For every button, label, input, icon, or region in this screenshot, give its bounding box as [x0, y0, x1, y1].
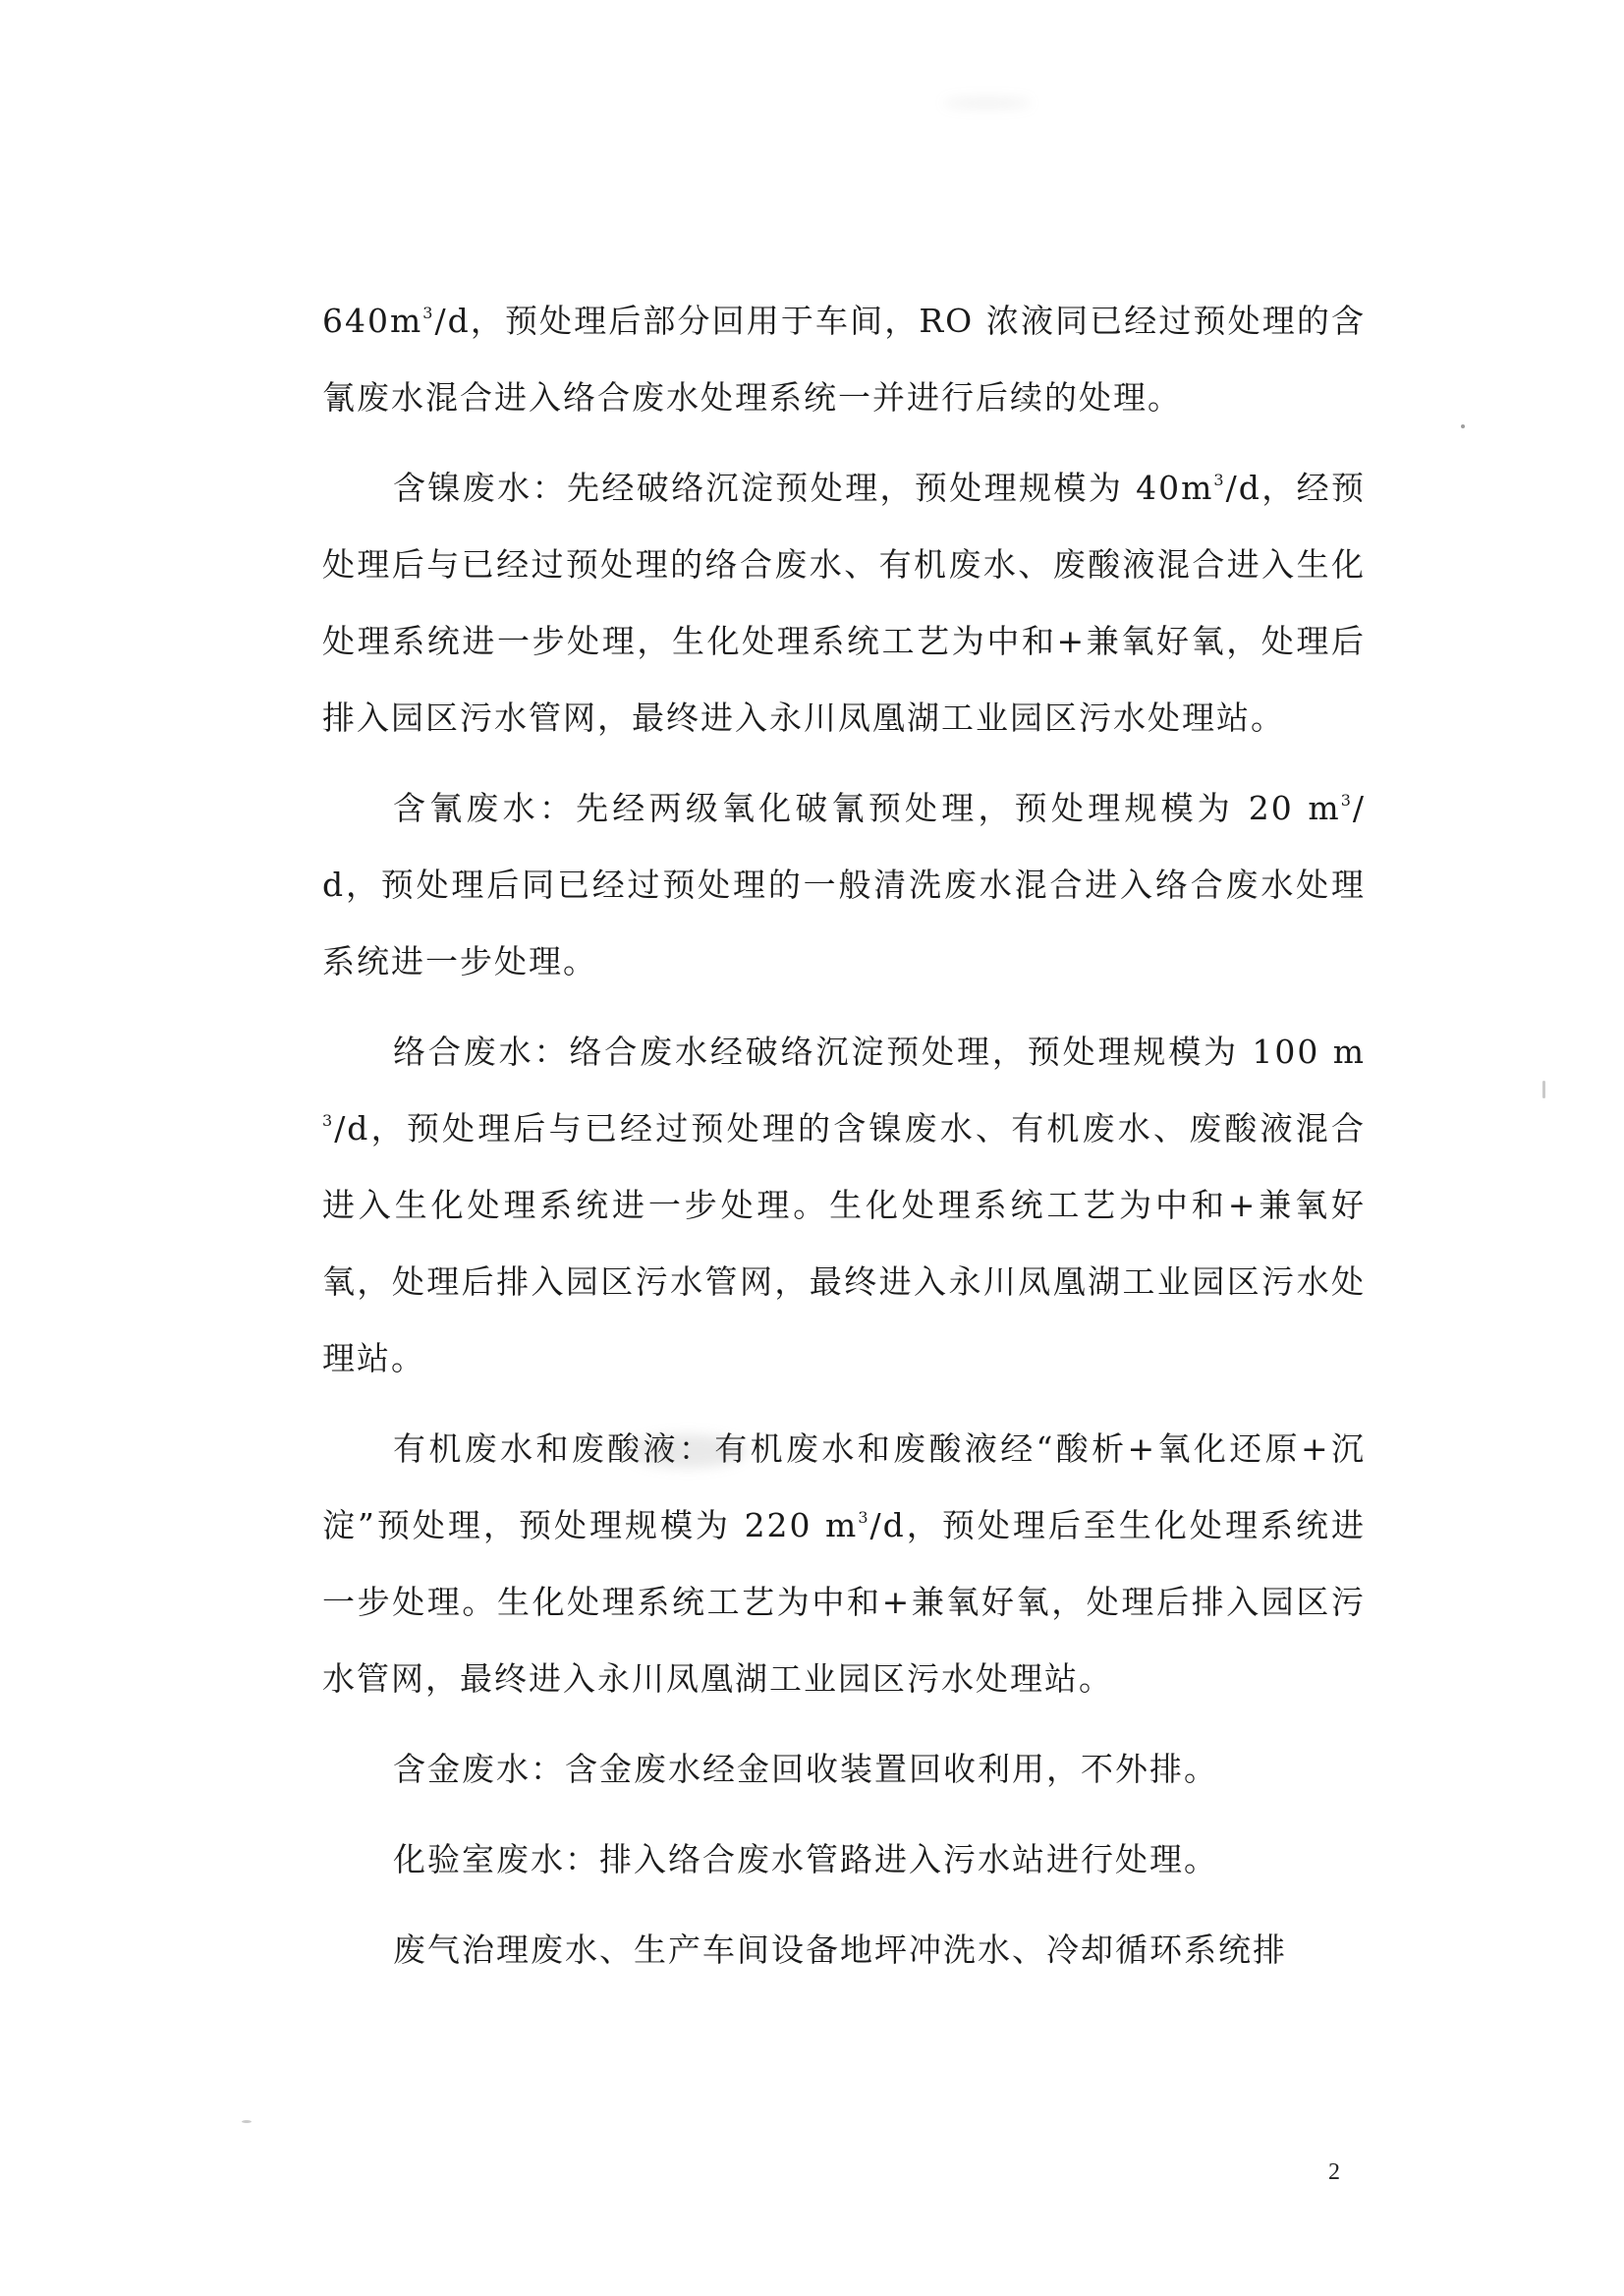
paragraph-text: /d，经预处理后与已经过预处理的络合废水、有机废水、废酸液混合进入生化处理系统进一步处理，生化处理系统工艺为中和+兼氧好氧，处理后排入园区污水管网，最终进入永川凤凰湖工业园区污水处理站。	[322, 469, 1366, 737]
paragraph-text: 有机废水和废酸液：有机废水和废酸液经“酸析+氧化还原+沉淀”预处理，预处理规模为 220 m	[322, 1429, 1366, 1544]
paragraph-cyanide-wastewater	[322, 770, 1366, 1000]
paragraph-text: /d，预处理后同已经过预处理的一般清洗废水混合进入络合废水处理系统进一步处理。	[322, 789, 1366, 980]
paragraph-gold-wastewater	[322, 1731, 1366, 1808]
paragraph-ro-concentrate	[322, 283, 1366, 436]
paragraph-text: /d，预处理后与已经过预处理的含镍废水、有机废水、废酸液混合进入生化处理系统进一步处理。生化处理系统工艺为中和+兼氧好氧，处理后排入园区污水管网，最终进入永川凤凰湖工业园区污水处理站。	[322, 1109, 1366, 1377]
paragraph-text: 含镍废水：先经破络沉淀预处理，预处理规模为 40m	[393, 469, 1214, 507]
paragraph-organic-acid-wastewater	[322, 1411, 1366, 1717]
paragraph-text: 640m	[322, 302, 423, 340]
unit-superscript: 3	[1340, 791, 1353, 810]
scan-speck	[242, 2120, 252, 2123]
paragraph-text: /d，预处理后部分回用于车间，RO 浓液同已经过预处理的含氰废水混合进入络合废水处理系统一并进行后续的处理。	[322, 302, 1366, 417]
paragraph-text: 含金废水：含金废水经金回收装置回收利用，不外排。	[393, 1750, 1218, 1788]
paragraph-text: /d，预处理后至生化处理系统进一步处理。生化处理系统工艺为中和+兼氧好氧，处理后排入园区污水管网，最终进入永川凤凰湖工业园区污水处理站。	[322, 1506, 1366, 1698]
unit-superscript: 3	[1213, 471, 1226, 489]
unit-superscript: 3	[322, 1111, 335, 1130]
paragraph-text: 络合废水：络合废水经破络沉淀预处理，预处理规模为 100 m	[393, 1033, 1366, 1071]
scan-speck	[1461, 424, 1465, 428]
page-number: 2	[1328, 2159, 1340, 2185]
paragraph-nickel-wastewater	[322, 450, 1366, 756]
scan-speck	[1542, 1081, 1545, 1098]
paragraph-text: 化验室废水：排入络合废水管路进入污水站进行处理。	[393, 1840, 1218, 1878]
unit-superscript: 3	[422, 304, 435, 322]
paragraph-text: 废气治理废水、生产车间设备地坪冲洗水、冷却循环系统排	[393, 1931, 1287, 1969]
paragraph-lab-wastewater	[322, 1821, 1366, 1898]
paragraph-exhaust-treatment-wastewater	[322, 1912, 1366, 1988]
unit-superscript: 3	[858, 1508, 870, 1527]
paragraph-complexed-wastewater	[322, 1014, 1366, 1397]
scan-smudge	[943, 98, 1032, 108]
paragraph-text: 含氰废水：先经两级氧化破氰预处理，预处理规模为 20 m	[393, 789, 1341, 827]
document-body	[322, 283, 1366, 1988]
